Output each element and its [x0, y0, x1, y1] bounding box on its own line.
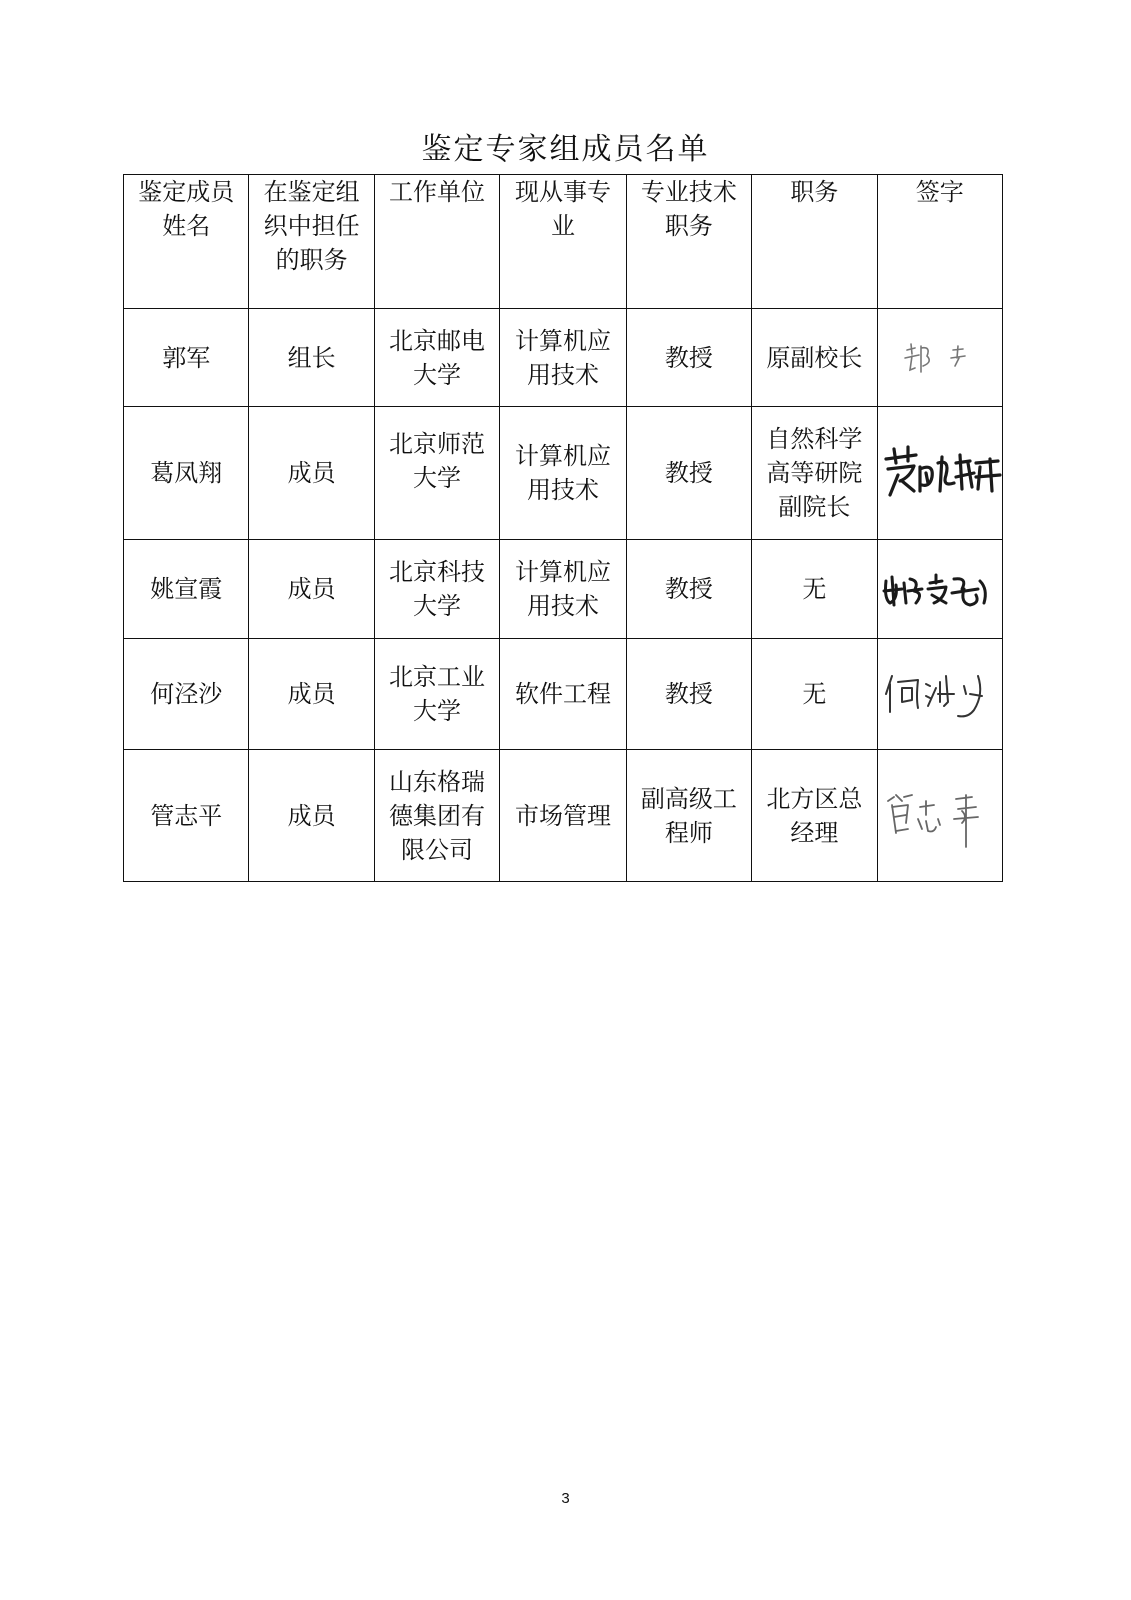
handwritten-signature: [882, 771, 998, 861]
cell-name: 管志平: [124, 750, 249, 882]
handwritten-signature: [882, 654, 998, 734]
header-role: 在鉴定组织中担任的职务: [249, 175, 374, 309]
cell-unit: 北京工业大学: [374, 639, 499, 750]
signature-cell: [877, 639, 1002, 750]
cell-specialty: 计算机应用技术: [500, 309, 626, 407]
header-tech-title: 专业技术职务: [626, 175, 751, 309]
document-title: 鉴定专家组成员名单: [421, 132, 710, 167]
cell-name: 何泾沙: [124, 639, 249, 750]
signature-cell: [877, 540, 1002, 639]
table-row: [124, 750, 1003, 882]
signature-cell: [877, 407, 1002, 540]
cell-specialty: 市场管理: [500, 750, 626, 882]
cell-name: 姚宣霞: [124, 540, 249, 639]
cell-name: 葛凤翔: [124, 407, 249, 540]
cell-unit: 北京邮电大学: [374, 309, 499, 407]
header-unit: 工作单位: [374, 175, 499, 309]
header-position: 职务: [752, 175, 877, 309]
cell-tech-title: 教授: [626, 639, 751, 750]
table-row: [124, 540, 1003, 639]
table-row: [124, 309, 1003, 407]
cell-tech-title: 教授: [626, 407, 751, 540]
handwritten-signature: [885, 328, 995, 388]
cell-unit: 北京科技大学: [374, 540, 499, 639]
page-number: 3: [561, 1490, 570, 1507]
cell-role: 成员: [249, 750, 374, 882]
table-row: [124, 639, 1003, 750]
cell-role: 成员: [249, 639, 374, 750]
cell-role: 组长: [249, 309, 374, 407]
cell-name: 郭军: [124, 309, 249, 407]
table-header-row: [124, 175, 1003, 309]
cell-specialty: 软件工程: [500, 639, 626, 750]
signature-cell: [877, 750, 1002, 882]
cell-position: 无: [752, 639, 877, 750]
cell-specialty: 计算机应用技术: [500, 540, 626, 639]
header-name: 鉴定成员姓名: [124, 175, 249, 309]
cell-position: 无: [752, 540, 877, 639]
header-signature: 签字: [877, 175, 1002, 309]
cell-unit: 北京师范大学: [374, 407, 499, 540]
cell-role: 成员: [249, 407, 374, 540]
handwritten-signature: [880, 433, 1002, 513]
cell-specialty: 计算机应用技术: [500, 407, 626, 540]
table-row: [124, 407, 1003, 540]
cell-tech-title: 教授: [626, 309, 751, 407]
cell-tech-title: 教授: [626, 540, 751, 639]
signature-cell: [877, 309, 1002, 407]
cell-role: 成员: [249, 540, 374, 639]
header-specialty: 现从事专业: [500, 175, 626, 309]
handwritten-signature: [880, 559, 1000, 619]
cell-position: 自然科学高等研院副院长: [752, 407, 877, 540]
expert-member-table: [123, 174, 1003, 882]
cell-position: 原副校长: [752, 309, 877, 407]
cell-unit: 山东格瑞德集团有限公司: [374, 750, 499, 882]
cell-tech-title: 副高级工程师: [626, 750, 751, 882]
cell-position: 北方区总经理: [752, 750, 877, 882]
